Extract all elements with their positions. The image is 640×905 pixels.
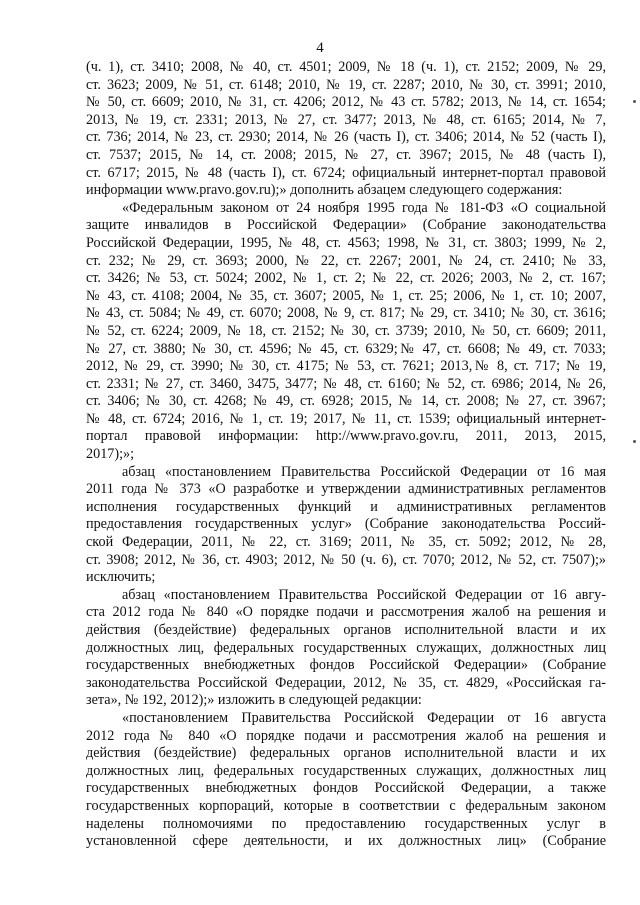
paragraph [86, 710, 606, 851]
text-line: ст. 3623; 2009, № 51, ст. 6148; 2010, № 19, ст. 2287; 2010, № 30, ст. 3991; 2010, [86, 76, 606, 93]
paragraph [86, 464, 606, 587]
text-line: ст. 3908; 2012, № 36, ст. 4903; 2012, № 50 (ч. 6), ст. 7070; 2012, № 52, ст. 7507);» [86, 551, 606, 568]
text-line: ст. 3406; № 30, ст. 4268; № 49, ст. 6928; 2015, № 14, ст. 2008; № 27, ст. 3967; [86, 393, 606, 410]
text-line: предоставления государственных услуг» (Собрание законодательства Россий- [86, 516, 606, 533]
text-line: «постановлением Правительства Российской Федерации от 16 августа [122, 709, 606, 726]
text-line: абзац «постановлением Правительства Российской Федерации от 16 авгу- [122, 586, 606, 603]
text-line: ской Федерации, 2011, № 22, ст. 3169; 2011, № 35, ст. 5092; 2012, № 28, [86, 534, 606, 551]
text-line: действия (бездействие) федеральных органов исполнительной власти и их [86, 745, 606, 762]
text-line: 2011 года № 373 «О разработке и утверждении административных регламентов [86, 481, 606, 498]
paragraph [86, 59, 606, 200]
text-line: абзац «постановлением Правительства Российской Федерации от 16 мая [122, 463, 606, 480]
page-number: 4 [316, 40, 324, 56]
text-line: ст. 2331; № 27, ст. 3460, 3475, 3477; № 48, ст. 6160; № 52, ст. 6986; 2014, № 26, [86, 375, 606, 392]
text-line: установленной сфере деятельности, и их должностных лиц» (Собрание [86, 833, 606, 850]
text-line: 2012, № 29, ст. 3990; № 30, ст. 4175; № 53, ст. 7621; 2013,№ 8, ст. 717; № 19, [86, 358, 606, 375]
text-line: должностных лиц, федеральных государственных служащих, должностных лиц [86, 762, 606, 779]
text-line: государственных внебюджетных фондов Российской Федерации, а также [86, 780, 606, 797]
text-line: государственных корпораций, которые в соответствии с федеральным законом [86, 797, 606, 814]
scan-mark [633, 440, 636, 443]
text-line: наделены полномочиями по предоставлению государственных услуг в [86, 815, 606, 832]
text-line: исключить; [86, 569, 156, 586]
text-line: № 48, ст. 6724; 2016, № 1, ст. 19; 2017, № 11, ст. 1539; официальный интернет- [86, 410, 606, 427]
text-line: 2017);»; [86, 446, 135, 463]
text-line: Российской Федерации, 1995, № 48, ст. 4563; 1998, № 31, ст. 3803; 1999, № 2, [86, 234, 606, 251]
paragraph [86, 587, 606, 710]
text-line: № 27, ст. 3880; № 30, ст. 4596; № 45, ст. 6329;№ 47, ст. 6608; № 49, ст. 7033; [86, 340, 606, 357]
text-line: ст. 3426; № 53, ст. 5024; 2002, № 1, ст. 2; № 22, ст. 2026; 2003, № 2, ст. 167; [86, 270, 606, 287]
text-line: № 43, ст. 5084; № 49, ст. 6070; 2008, № 9, ст. 817; № 29, ст. 3410; № 30, ст. 3616; [86, 305, 606, 322]
text-line: ста 2012 года № 840 «О порядке подачи и рассмотрения жалоб на решения и [86, 604, 606, 621]
scan-mark [633, 100, 636, 103]
text-line: ст. 6717; 2015, № 48 (часть I), ст. 6724; официальный интернет-портал правовой [86, 164, 606, 181]
document-body [86, 59, 606, 851]
text-line: (ч. 1), ст. 3410; 2008, № 40, ст. 4501; 2009, № 18 (ч. 1), ст. 2152; 2009, № 29, [86, 59, 606, 75]
text-line: законодательства Российской Федерации, 2012, № 35, ст. 4829, «Российская га- [86, 674, 606, 691]
text-line: защите инвалидов в Российской Федерации» (Собрание законодательства [86, 217, 606, 234]
text-line: ст. 736; 2014, № 23, ст. 2930; 2014, № 26 (часть I), ст. 3406; 2014, № 52 (часть I), [86, 129, 606, 146]
text-line: информации www.pravo.gov.ru);» дополнить абзацем следующего содержания: [86, 182, 563, 199]
text-line: должностных лиц, федеральных государственных служащих, должностных лиц [86, 639, 606, 656]
text-line: 2012 года № 840 «О порядке подачи и рассмотрения жалоб на решения и [86, 727, 606, 744]
text-line: «Федеральным законом от 24 ноября 1995 года № 181-ФЗ «О социальной [122, 199, 606, 216]
text-line: ст. 7537; 2015, № 14, ст. 2008; 2015, № 27, ст. 3967; 2015, № 48 (часть I), [86, 146, 606, 163]
text-line: № 52, ст. 6224; 2009, № 18, ст. 2152; № 30, ст. 3739; 2010, № 50, ст. 6609; 2011, [86, 322, 606, 339]
text-line: зета», № 192, 2012);» изложить в следующей редакции: [86, 692, 422, 709]
text-line: 2013, № 19, ст. 2331; 2013, № 27, ст. 3477; 2013, № 48, ст. 6165; 2014, № 7, [86, 111, 606, 128]
text-line: исполнения государственных функций и административных регламентов [86, 498, 606, 515]
text-line: № 43, ст. 4108; 2004, № 35, ст. 3607; 2005, № 1, ст. 25; 2006, № 1, ст. 10; 2007, [86, 287, 606, 304]
text-line: действия (бездействие) федеральных органов исполнительной власти и их [86, 622, 606, 638]
text-line: портал правовой информации: http://www.pravo.gov.ru, 2011, 2013, 2015, [86, 428, 606, 445]
paragraph [86, 200, 606, 464]
text-line: государственных внебюджетных фондов Российской Федерации» (Собрание [86, 657, 606, 674]
text-line: № 50, ст. 6609; 2010, № 31, ст. 4206; 2012, № 43 ст. 5782; 2013, № 14, ст. 1654; [86, 94, 606, 111]
text-line: ст. 232; № 29, ст. 3693; 2000, № 22, ст. 2267; 2001, № 24, ст. 2410; № 33, [86, 252, 606, 269]
